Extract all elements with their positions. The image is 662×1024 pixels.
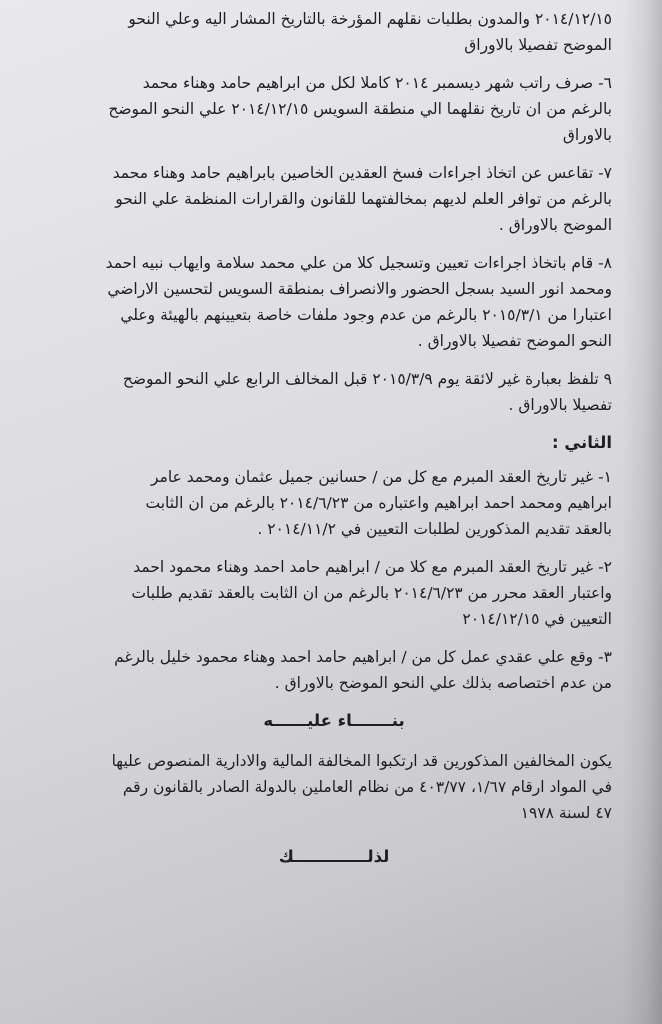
item-6-line-2: بالرغم من ان تاريخ نقلهما الي منطقة السويس ٢٠١٤/١٢/١٥ علي النحو الموضح — [108, 100, 612, 118]
top-line-1: ٢٠١٤/١٢/١٥ والمدون بطلبات نقلهم المؤرخة بالتاريخ المشار اليه وعلي النحو — [128, 10, 612, 28]
second-item-2-line-3: التعيين في ٢٠١٤/١٢/١٥ — [462, 610, 612, 628]
conclusion-paragraph — [56, 748, 612, 826]
item-8-line-4: النحو الموضح تفصيلا بالاوراق . — [417, 332, 612, 350]
therefore-heading: بنـــــــاء عليــــــه — [263, 711, 405, 730]
page-shadow — [622, 0, 662, 1024]
document-body — [56, 6, 612, 870]
item-6 — [56, 70, 612, 148]
item-9-line-2: تفصيلا بالاوراق . — [508, 396, 612, 414]
item-7-line-3: الموضح بالاوراق . — [498, 216, 612, 234]
second-item-2-line-2: واعتبار العقد محرر من ٢٠١٤/٦/٢٣ بالرغم من ان الثابت بالعقد تقديم طلبات — [131, 584, 612, 602]
second-item-1 — [56, 464, 612, 542]
second-item-2-line-1: ٢- غير تاريخ العقد المبرم مع كلا من / ابراهيم حامد احمد وهناء محمود احمد — [133, 558, 612, 576]
second-item-1-line-2: ابراهيم ومحمد احمد ابراهيم واعتباره من ٢٠١٤/٦/٢٣ بالرغم من ان الثابت — [145, 494, 612, 512]
top-paragraph — [56, 6, 612, 58]
item-8 — [56, 250, 612, 354]
item-8-line-1: ٨- قام باتخاذ اجراءات تعيين وتسجيل كلا من علي محمد سلامة وايهاب نبيه احمد — [105, 254, 612, 272]
conclusion-line-1: يكون المخالفين المذكورين قد ارتكبوا المخالفة المالية والادارية المنصوص عليها — [111, 752, 612, 770]
item-7-line-1: ٧- تقاعس عن اتخاذ اجراءات فسخ العقدين الخاصين بابراهيم حامد وهناء محمد — [112, 164, 612, 182]
item-9-line-1: ٩ تلفظ بعبارة غير لائقة يوم ٢٠١٥/٣/٩ قبل المخالف الرابع علي النحو الموضح — [122, 370, 612, 388]
second-item-1-line-1: ١- غير تاريخ العقد المبرم مع كل من / حسانين جميل عثمان ومحمد عامر — [150, 468, 612, 486]
conclusion-line-2: في المواد ارقام ١/٦٧، ٤٠٣/٧٧ من نظام العاملين بالدولة الصادر بالقانون رقم — [122, 778, 612, 796]
top-line-2: الموضح تفصيلا بالاوراق — [464, 36, 612, 54]
conclusion-line-3: ٤٧ لسنة ١٩٧٨ — [520, 804, 612, 822]
item-6-line-3: بالاوراق — [562, 126, 612, 144]
item-7 — [56, 160, 612, 238]
second-section-heading: الثاني : — [551, 433, 612, 452]
item-8-line-3: اعتبارا من ٢٠١٥/٣/١ بالرغم من عدم وجود ملفات خاصة بتعيينهم بالهيئة وعلي — [120, 306, 612, 324]
second-item-3 — [56, 644, 612, 696]
item-8-line-2: ومحمد انور السيد بسجل الحضور والانصراف بمنطقة السويس لتحسين الاراضي — [107, 280, 612, 298]
second-item-3-line-2: من عدم اختصاصه بذلك علي النحو الموضح بالاوراق . — [274, 674, 612, 692]
therefore-footer: لذلـــــــــــــك — [278, 847, 390, 866]
second-item-1-line-3: بالعقد تقديم المذكورين لطلبات التعيين في ٢٠١٤/١١/٢ . — [257, 520, 612, 538]
second-item-3-line-1: ٣- وقع علي عقدي عمل كل من / ابراهيم حامد احمد وهناء محمود خليل بالرغم — [114, 648, 612, 666]
item-9 — [56, 366, 612, 418]
item-7-line-2: بالرغم من توافر العلم لديهم بمخالفتهما للقانون والقرارات المنظمة علي النحو — [115, 190, 612, 208]
item-6-line-1: ٦- صرف راتب شهر ديسمبر ٢٠١٤ كاملا لكل من ابراهيم حامد وهناء محمد — [142, 74, 612, 92]
second-item-2 — [56, 554, 612, 632]
